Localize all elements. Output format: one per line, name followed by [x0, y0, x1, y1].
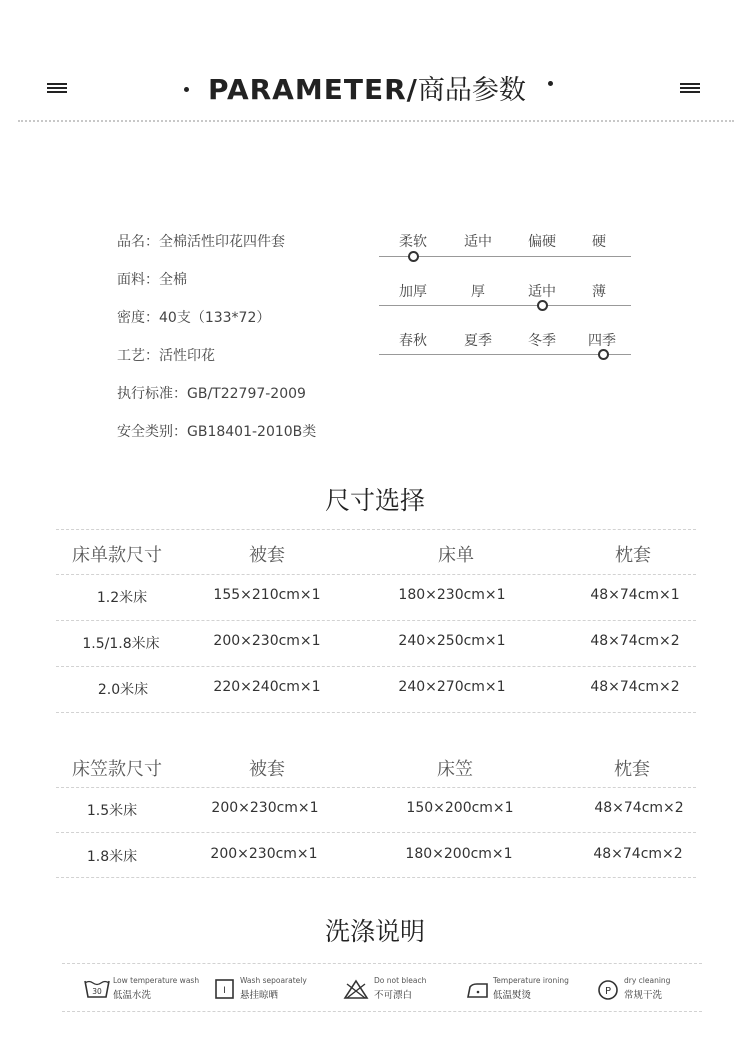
table-header: 床笠款尺寸 — [72, 759, 162, 780]
wash-line-bottom — [62, 1011, 702, 1012]
slider-option: 偏硬 — [528, 234, 556, 250]
param-craft: 工艺：活性印花 — [117, 348, 215, 364]
iron-low-icon — [465, 978, 491, 1000]
table-header: 枕套 — [614, 759, 650, 780]
table-header: 床笠 — [437, 759, 473, 780]
table-line — [56, 620, 696, 621]
table-header: 被套 — [249, 759, 285, 780]
table-cell: 1.5米床 — [86, 803, 138, 819]
table-line — [56, 832, 696, 833]
table-cell: 155×210cm×1 — [213, 587, 321, 603]
slider-option: 加厚 — [399, 284, 427, 300]
table-cell: 48×74cm×2 — [590, 679, 680, 695]
table-cell: 180×230cm×1 — [398, 587, 506, 603]
slider-option: 厚 — [471, 284, 485, 300]
wash-label-cn: 常规干洗 — [624, 990, 663, 1001]
table-cell: 240×250cm×1 — [398, 633, 506, 649]
title-english: PARAMETER/ — [208, 73, 418, 106]
slider-option: 适中 — [528, 284, 556, 300]
slider-option: 冬季 — [528, 333, 556, 349]
wash-label-en: Temperature ironing — [493, 976, 569, 985]
header-dot-right — [548, 81, 553, 86]
page-title — [208, 70, 526, 110]
slider-knob — [598, 349, 609, 360]
slider-option: 春秋 — [399, 333, 427, 349]
slider-option: 夏季 — [464, 333, 492, 349]
svg-text:P: P — [604, 986, 612, 997]
table-line — [56, 877, 696, 878]
title-chinese: 商品参数 — [417, 75, 526, 106]
wash-label-en: dry cleaning — [624, 976, 671, 985]
slider-track — [379, 354, 631, 355]
table-cell: 240×270cm×1 — [398, 679, 506, 695]
table-line — [56, 787, 696, 788]
wash-label-en: Low temperature wash — [113, 976, 200, 985]
table-cell: 2.0米床 — [97, 682, 149, 698]
menu-right-icon — [680, 83, 700, 92]
table-header: 床单 — [438, 545, 474, 566]
slider-track — [379, 305, 631, 306]
slider-option: 四季 — [588, 333, 616, 349]
wash-label-en: Do not bleach — [374, 976, 427, 985]
svg-text:30: 30 — [92, 987, 102, 996]
slider-option: 适中 — [464, 234, 492, 250]
wash-30-icon — [84, 978, 110, 1000]
table-cell: 1.2米床 — [96, 590, 148, 606]
wash-label-cn: 不可漂白 — [374, 990, 413, 1001]
param-fabric: 面料：全棉 — [117, 272, 187, 288]
wash-label-cn: 悬挂晾晒 — [240, 990, 279, 1001]
wash-line-top — [62, 963, 702, 964]
table-cell: 150×200cm×1 — [406, 800, 514, 816]
dry-clean-icon — [597, 978, 623, 1000]
header-dot-left — [184, 87, 189, 92]
table-line — [56, 574, 696, 575]
table-cell: 1.8米床 — [86, 849, 138, 865]
table-cell: 180×200cm×1 — [405, 846, 513, 862]
wash-separately-icon — [213, 978, 239, 1000]
param-standard: 执行标准：GB/T22797-2009 — [117, 386, 306, 402]
slider-knob — [408, 251, 419, 262]
wash-section-title: 洗涤说明 — [324, 917, 425, 946]
table-cell: 48×74cm×2 — [594, 800, 684, 816]
table-cell: 200×230cm×1 — [213, 633, 321, 649]
slider-option: 硬 — [592, 234, 606, 250]
table-header: 床单款尺寸 — [72, 545, 162, 566]
table-cell: 48×74cm×2 — [590, 633, 680, 649]
table-cell: 48×74cm×2 — [593, 846, 683, 862]
wash-label-cn: 低温水洗 — [113, 990, 152, 1001]
table-line — [56, 529, 696, 530]
slider-knob — [537, 300, 548, 311]
table-cell: 200×230cm×1 — [210, 846, 318, 862]
table-cell: 220×240cm×1 — [213, 679, 321, 695]
menu-left-icon — [47, 83, 67, 92]
param-density: 密度：40支（133*72） — [117, 310, 271, 326]
param-safety: 安全类别：GB18401-2010B类 — [117, 424, 317, 440]
table-line — [56, 666, 696, 667]
table-header: 被套 — [249, 545, 285, 566]
slider-option: 薄 — [592, 284, 606, 300]
table-cell: 1.5/1.8米床 — [82, 636, 160, 652]
table-cell: 200×230cm×1 — [211, 800, 319, 816]
table-header: 枕套 — [615, 545, 651, 566]
size-section-title: 尺寸选择 — [324, 486, 425, 515]
wash-label-cn: 低温熨烫 — [493, 990, 532, 1001]
header-divider — [18, 120, 734, 122]
table-cell: 48×74cm×1 — [590, 587, 680, 603]
do-not-bleach-icon — [343, 978, 369, 1000]
param-name: 品名：全棉活性印花四件套 — [117, 234, 285, 250]
wash-label-en: Wash sepoarately — [240, 976, 307, 985]
svg-text:I: I — [223, 986, 226, 996]
table-line — [56, 712, 696, 713]
slider-option: 柔软 — [399, 234, 427, 250]
